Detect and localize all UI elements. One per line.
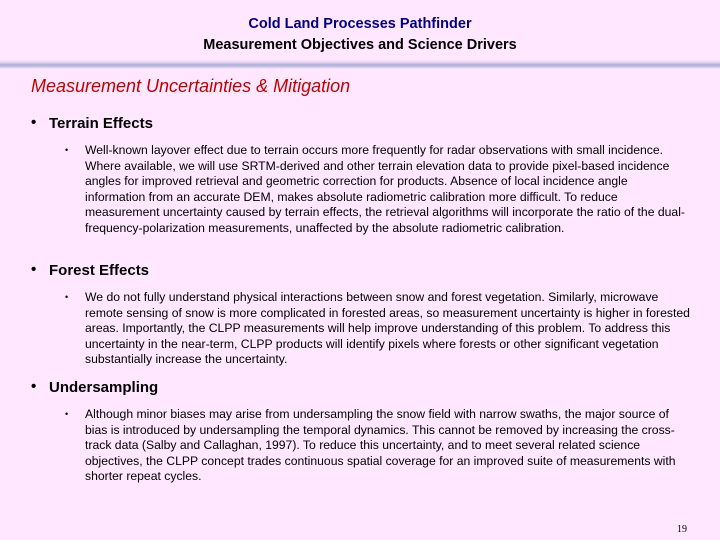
bullet-icon: • xyxy=(31,114,37,131)
header-divider xyxy=(0,60,720,69)
section-title-text: Forest Effects xyxy=(49,262,150,279)
section-paragraph-text: Well-known layover effect due to terrain occurs more frequently for radar observations with small incidence. Where available, we will use SRTM-derived and other terrain elevation data to provide pixel-based incidence angles for improved retrieval and geometric correction for products. Absence of local incidence angle information from an accurate DEM, makes absolute radiometric calibration more difficult. To reduce measurement uncertainty caused by terrain effects, the retrieval algorithms will incorporate the ratio of the dual-frequency-polarization measurements, unaffected by the absolute radiometric calibration. xyxy=(85,143,685,235)
section-title xyxy=(31,114,691,134)
bullet-icon: • xyxy=(31,261,37,278)
header-subtitle: Measurement Objectives and Science Drivers xyxy=(203,37,517,53)
sub-bullet-icon: • xyxy=(65,409,69,419)
section-title xyxy=(31,261,691,281)
page-number: 19 xyxy=(677,524,687,535)
section-paragraph-text: Although minor biases may arise from undersampling the snow field with narrow swaths, the major source of bias is introduced by undersampling the temporal dynamics. This cannot be removed by increasing the cross-track data (Salby and Callaghan, 1997). To reduce this uncertainty, and to meet several related science objectives, the CLPP concept trades continuous spatial coverage for an improved suite of measurements with shorter repeat cycles. xyxy=(85,407,676,484)
sub-bullet-icon: • xyxy=(65,292,69,302)
slide-header xyxy=(0,14,720,56)
section-title-text: Undersampling xyxy=(49,379,159,396)
section-title xyxy=(31,378,691,398)
slide-subtitle: Measurement Uncertainties & Mitigation xyxy=(31,76,351,96)
bullet-icon: • xyxy=(31,378,37,395)
sub-bullet-icon: • xyxy=(65,145,69,155)
section-paragraph-text: We do not fully understand physical interactions between snow and forest vegetation. Similarly, microwave remote sensing of snow is more complicated in forested areas, so measurement uncertainty is higher in forested areas. Importantly, the CLPP measurements will help improve understanding of this problem. To address this uncertainty in the near-term, CLPP products will identify pixels where forests or other significant vegetation substantially increase the uncertainty. xyxy=(85,290,690,367)
section-forest-effects xyxy=(31,261,691,368)
section-paragraph xyxy=(65,290,690,368)
section-title-text: Terrain Effects xyxy=(49,115,153,132)
section-terrain-effects xyxy=(31,114,691,237)
section-undersampling xyxy=(31,378,691,485)
header-title: Cold Land Processes Pathfinder xyxy=(248,16,472,32)
section-paragraph xyxy=(65,143,690,237)
section-paragraph xyxy=(65,407,690,485)
